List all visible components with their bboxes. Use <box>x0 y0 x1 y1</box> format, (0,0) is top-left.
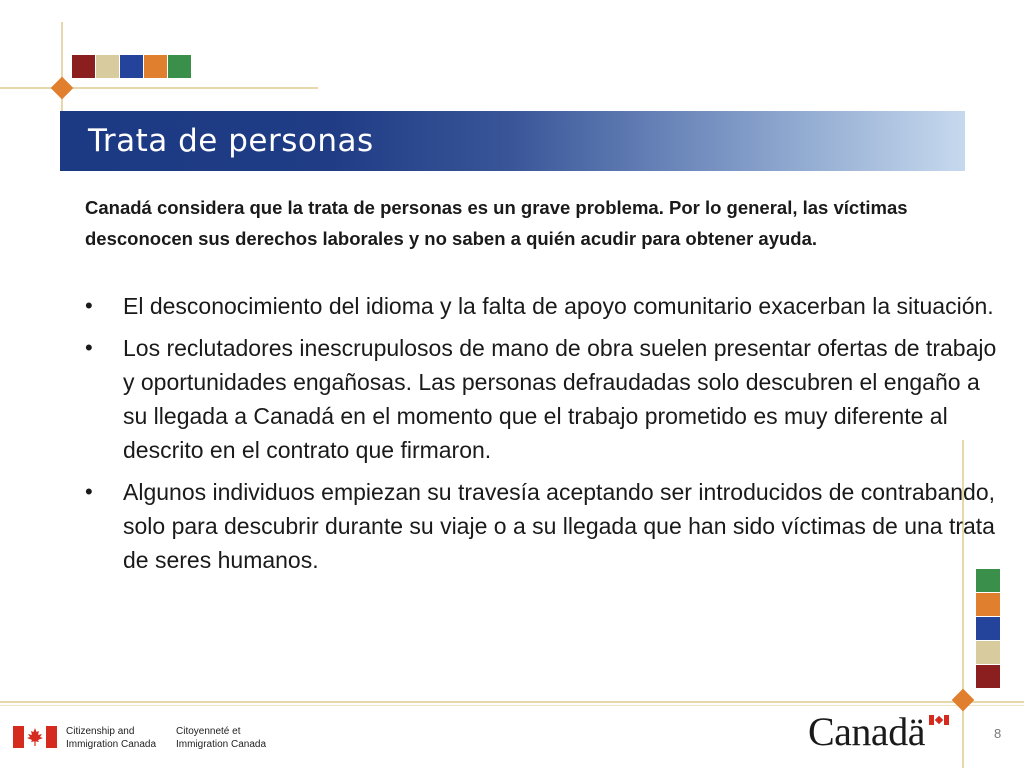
color-square <box>144 55 167 78</box>
color-square <box>168 55 191 78</box>
color-squares-right <box>976 569 1000 688</box>
footer-divider <box>0 701 1024 703</box>
color-square <box>976 641 1000 664</box>
title-bar <box>60 111 965 171</box>
department-name-en <box>66 725 156 751</box>
department-line: Immigration Canada <box>176 739 267 750</box>
department-line: Immigration Canada <box>66 739 157 750</box>
bullet-icon: • <box>85 479 93 504</box>
decorative-line <box>0 87 318 89</box>
color-square <box>96 55 119 78</box>
color-square <box>72 55 95 78</box>
canada-wordmark: Canadä <box>808 709 925 754</box>
bullet-text: Algunos individuos empiezan su travesía aceptando ser introducidos de contrabando, solo para descubrir durante su viaje o a su llegada que han sido víctimas de una trata de seres humanos. <box>123 479 996 573</box>
page-number: 8 <box>994 726 1002 741</box>
intro-paragraph: Canadá considera que la trata de personas es un grave problema. Por lo general, las víctimas desconocen sus derechos laborales y no saben a quién acudir para obtener ayuda. <box>85 197 908 249</box>
bullet-icon: • <box>85 293 93 318</box>
department-line: Citoyenneté et <box>176 726 241 737</box>
bullet-text: Los reclutadores inescrupulosos de mano de obra suelen presentar ofertas de trabajo y oportunidades engañosas. Las personas defraudadas solo descubren el engaño a su llegada a Canadá en el momento que el trabajo prometido es muy diferente al descrito en el contrato que firmaron. <box>123 335 997 463</box>
color-square <box>976 617 1000 640</box>
color-squares-top <box>72 55 191 78</box>
bullet-icon: • <box>85 335 93 360</box>
list-item <box>85 331 1000 467</box>
slide-title: Trata de personas <box>88 123 374 159</box>
wordmark-flag-icon <box>929 715 949 725</box>
color-square <box>976 593 1000 616</box>
maple-leaf-icon <box>27 728 43 746</box>
department-line: Citizenship and <box>66 726 135 737</box>
orange-diamond-icon <box>51 77 74 100</box>
decorative-line <box>61 22 63 114</box>
orange-diamond-icon <box>952 689 975 712</box>
list-item <box>85 289 1000 323</box>
bullet-list <box>85 289 1000 585</box>
footer-divider <box>0 705 1024 706</box>
department-name-fr <box>176 725 266 751</box>
bullet-text: El desconocimiento del idioma y la falta de apoyo comunitario exacerban la situación. <box>123 293 994 319</box>
color-square <box>976 665 1000 688</box>
list-item <box>85 475 1000 577</box>
canada-flag-icon <box>13 726 57 748</box>
color-square <box>120 55 143 78</box>
